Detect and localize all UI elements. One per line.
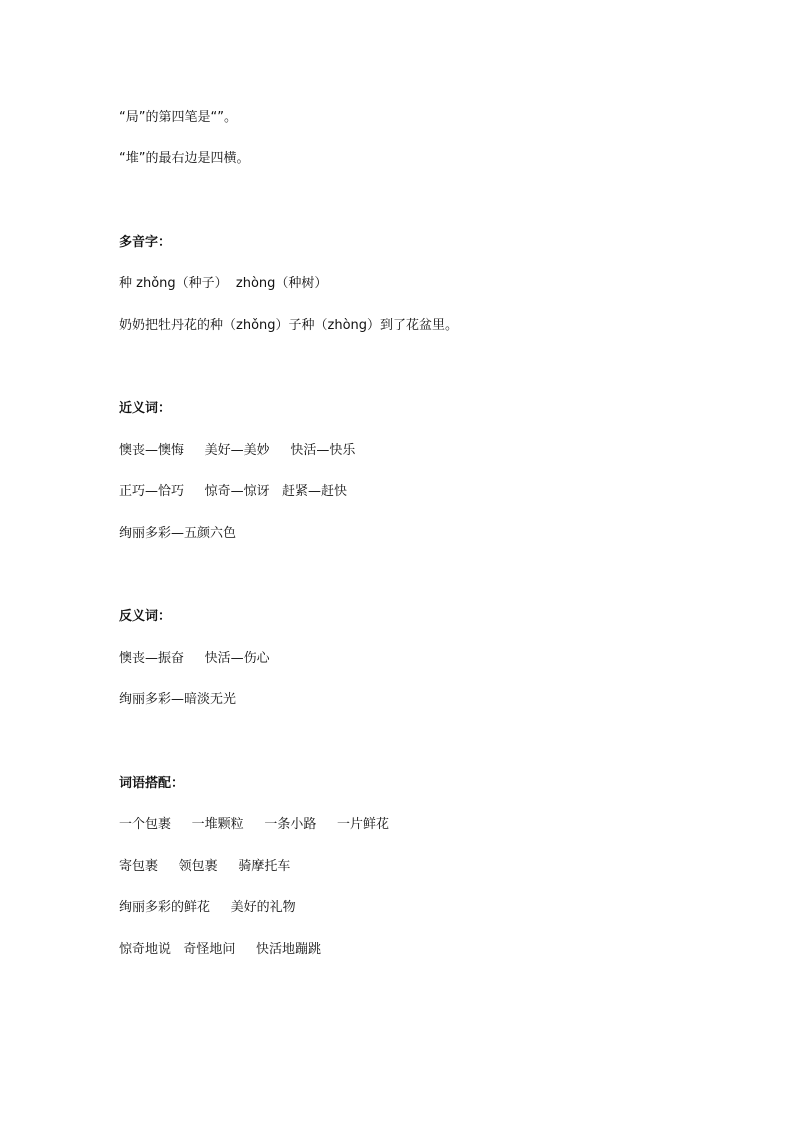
synonym-line: 正巧—恰巧 惊奇—惊讶 赶紧—赶快 — [119, 484, 348, 499]
section-heading-synonyms: 近义词： — [119, 401, 172, 416]
polyphonic-line: 种 zhǒng（种子） zhòng（种树） — [119, 276, 328, 291]
section-heading-polyphonic: 多音字： — [119, 235, 172, 250]
stroke-note-dui: “堆”的最右边是四横。 — [119, 151, 250, 166]
collocation-line: 绚丽多彩的鲜花 美好的礼物 — [119, 900, 296, 915]
antonym-line: 绚丽多彩—暗淡无光 — [119, 692, 237, 707]
collocation-line: 一个包裹 一堆颗粒 一条小路 一片鲜花 — [119, 817, 389, 832]
collocation-line: 惊奇地说 奇怪地问 快活地蹦跳 — [119, 942, 322, 957]
synonym-line: 懊丧—懊悔 美好—美妙 快活—快乐 — [119, 443, 356, 458]
stroke-note-ju: “局”的第四笔是“”。 — [119, 110, 237, 125]
antonym-line: 懊丧—振奋 快活—伤心 — [119, 651, 270, 666]
section-heading-collocations: 词语搭配： — [119, 776, 185, 791]
polyphonic-line: 奶奶把牡丹花的种（zhǒng）子种（zhòng）到了花盆里。 — [119, 318, 459, 333]
section-heading-antonyms: 反义词： — [119, 609, 172, 624]
collocation-line: 寄包裹 领包裹 骑摩托车 — [119, 859, 291, 874]
synonym-line: 绚丽多彩—五颜六色 — [119, 526, 237, 541]
